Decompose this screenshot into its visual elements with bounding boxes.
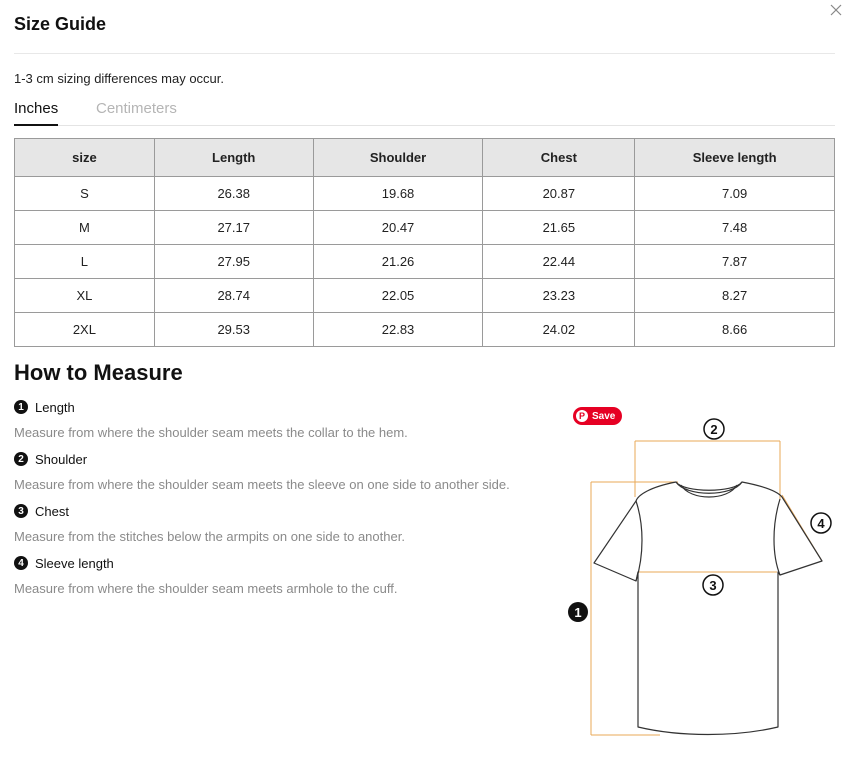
- how-to-measure-title: How to Measure: [14, 360, 183, 385]
- svg-text:2: 2: [710, 422, 718, 437]
- table-cell: 23.23: [483, 279, 635, 313]
- table-cell: 24.02: [483, 313, 635, 347]
- tshirt-measure-diagram: [560, 415, 840, 745]
- number-1-icon: 1: [14, 400, 28, 414]
- modal-header: [14, 0, 835, 54]
- table-row: [15, 313, 835, 347]
- table-cell: 21.26: [313, 245, 483, 279]
- measure-description: Measure from where the shoulder seam meets the collar to the hem.: [14, 425, 408, 440]
- table-cell: 8.66: [635, 313, 835, 347]
- table-row: [15, 245, 835, 279]
- table-cell: 22.05: [313, 279, 483, 313]
- table-cell: 22.44: [483, 245, 635, 279]
- column-header: size: [15, 139, 155, 177]
- table-cell: 29.53: [154, 313, 313, 347]
- close-icon[interactable]: [828, 2, 844, 18]
- column-header: Length: [154, 139, 313, 177]
- tab-centimeters[interactable]: Centimeters: [96, 100, 177, 117]
- number-3-icon: 3: [14, 504, 28, 518]
- table-cell: 28.74: [154, 279, 313, 313]
- measure-label: Sleeve length: [35, 555, 114, 571]
- measure-description: Measure from where the shoulder seam meets the sleeve on one side to another side.: [14, 477, 510, 492]
- marker-3-icon: [703, 575, 723, 595]
- tab-inches[interactable]: Inches: [14, 100, 58, 126]
- marker-1-icon: [568, 602, 588, 622]
- table-cell: L: [15, 245, 155, 279]
- measure-description: Measure from where the shoulder seam meets armhole to the cuff.: [14, 581, 398, 596]
- tshirt-outline: [594, 482, 822, 735]
- svg-text:4: 4: [817, 516, 825, 531]
- table-header-row: [15, 139, 835, 177]
- save-label: Save: [592, 410, 616, 422]
- measure-item-shoulder: [14, 451, 510, 492]
- number-4-icon: 4: [14, 556, 28, 570]
- measure-label: Chest: [35, 503, 69, 519]
- column-header: Shoulder: [313, 139, 483, 177]
- measure-item-sleeve-length: [14, 555, 397, 596]
- measure-label: Shoulder: [35, 451, 88, 467]
- table-cell: 22.83: [313, 313, 483, 347]
- table-cell: 20.47: [313, 211, 483, 245]
- measure-description: Measure from the stitches below the armpits on one side to another.: [14, 529, 405, 544]
- table-cell: 2XL: [15, 313, 155, 347]
- number-2-icon: 2: [14, 452, 28, 466]
- measure-item-length: [14, 399, 408, 440]
- modal-title: Size Guide: [14, 14, 107, 34]
- marker-2-icon: [704, 419, 724, 439]
- table-cell: 7.09: [635, 177, 835, 211]
- unit-tabs: [14, 96, 835, 126]
- table-cell: 8.27: [635, 279, 835, 313]
- measure-item-chest: [14, 503, 405, 544]
- table-cell: 26.38: [154, 177, 313, 211]
- table-cell: S: [15, 177, 155, 211]
- column-header: Chest: [483, 139, 635, 177]
- table-cell: 7.87: [635, 245, 835, 279]
- marker-4-icon: [811, 513, 831, 533]
- table-cell: 21.65: [483, 211, 635, 245]
- table-cell: 27.95: [154, 245, 313, 279]
- table-row: [15, 279, 835, 313]
- size-table: [14, 138, 835, 347]
- svg-text:3: 3: [709, 578, 717, 593]
- column-header: Sleeve length: [635, 139, 835, 177]
- table-cell: 19.68: [313, 177, 483, 211]
- pinterest-save-button[interactable]: [573, 407, 622, 425]
- table-row: [15, 177, 835, 211]
- pinterest-icon: P: [576, 410, 588, 422]
- sizing-note: 1-3 cm sizing differences may occur.: [14, 71, 225, 86]
- svg-text:1: 1: [574, 605, 582, 620]
- table-cell: XL: [15, 279, 155, 313]
- table-cell: 20.87: [483, 177, 635, 211]
- table-cell: 7.48: [635, 211, 835, 245]
- table-row: [15, 211, 835, 245]
- measure-label: Length: [35, 399, 75, 415]
- table-cell: 27.17: [154, 211, 313, 245]
- table-cell: M: [15, 211, 155, 245]
